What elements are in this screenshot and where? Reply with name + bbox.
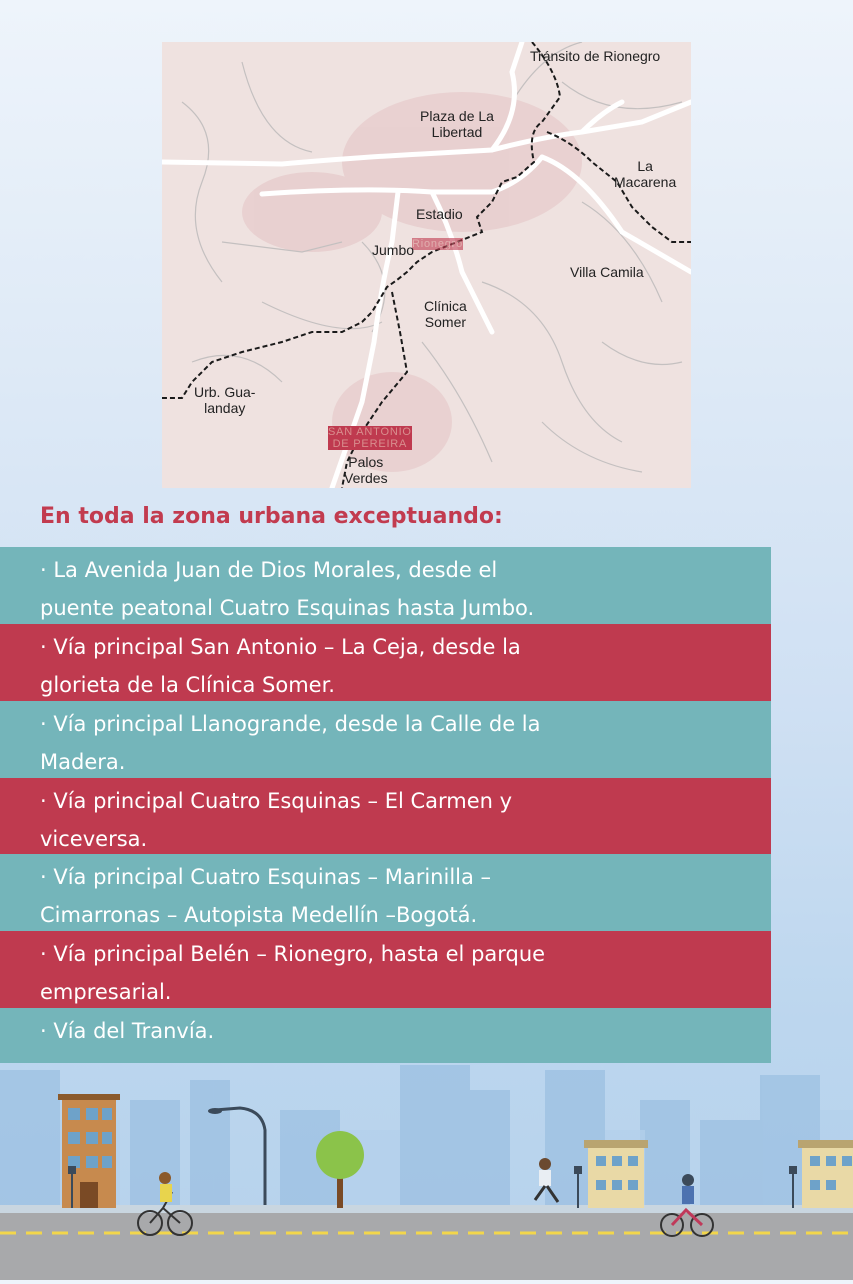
map-label-villacamila: Villa Camila — [570, 264, 644, 280]
exceptions-heading: En toda la zona urbana exceptuando: — [40, 504, 503, 529]
map-label-palos: Palos Verdes — [344, 454, 388, 486]
exception-line: glorieta de la Clínica Somer. — [40, 673, 335, 697]
exception-line: puente peatonal Cuatro Esquinas hasta Jumbo. — [40, 596, 535, 620]
map-label-clinica: Clínica Somer — [424, 298, 467, 330]
exception-item-3 — [0, 701, 771, 778]
map-label-estadio: Estadio — [416, 206, 463, 222]
exception-line: empresarial. — [40, 980, 172, 1004]
exception-line: · Vía del Tranvía. — [40, 1019, 215, 1043]
exception-line: · Vía principal San Antonio – La Ceja, desde la — [40, 635, 521, 659]
map-label-jumbo: Jumbo — [372, 242, 415, 258]
exception-line: · La Avenida Juan de Dios Morales, desde el — [40, 558, 498, 582]
exception-item-1 — [0, 547, 771, 624]
map-label-sanantonio: SAN ANTONIO DE PEREIRA — [328, 426, 412, 450]
route-map — [162, 42, 691, 488]
exception-item-5 — [0, 854, 771, 931]
exception-item-2 — [0, 624, 771, 701]
street-scene-graphic — [0, 1060, 853, 1280]
exception-line: · Vía principal Belén – Rionegro, hasta el parque — [40, 942, 546, 966]
exception-line: · Vía principal Cuatro Esquinas – El Carmen y — [40, 789, 513, 813]
exception-line: · Vía principal Cuatro Esquinas – Marinilla – — [40, 865, 492, 889]
exception-line: viceversa. — [40, 827, 148, 851]
exception-item-7 — [0, 1008, 771, 1063]
exception-line: Madera. — [40, 750, 126, 774]
exception-item-4 — [0, 778, 771, 854]
street-scene-illustration — [0, 1060, 853, 1280]
map-label-macarena: La Macarena — [614, 158, 677, 190]
map-label-rionegro: Rionegro — [412, 238, 464, 250]
exception-line: · Vía principal Llanogrande, desde la Calle de la — [40, 712, 541, 736]
map-label-transito: Tránsito de Rionegro — [530, 48, 661, 64]
map-label-plaza: Plaza de La Libertad — [420, 108, 494, 140]
exception-line: Cimarronas – Autopista Medellín –Bogotá. — [40, 903, 478, 927]
map-label-gualanday: Urb. Gua- landay — [194, 384, 256, 416]
exception-item-6 — [0, 931, 771, 1008]
